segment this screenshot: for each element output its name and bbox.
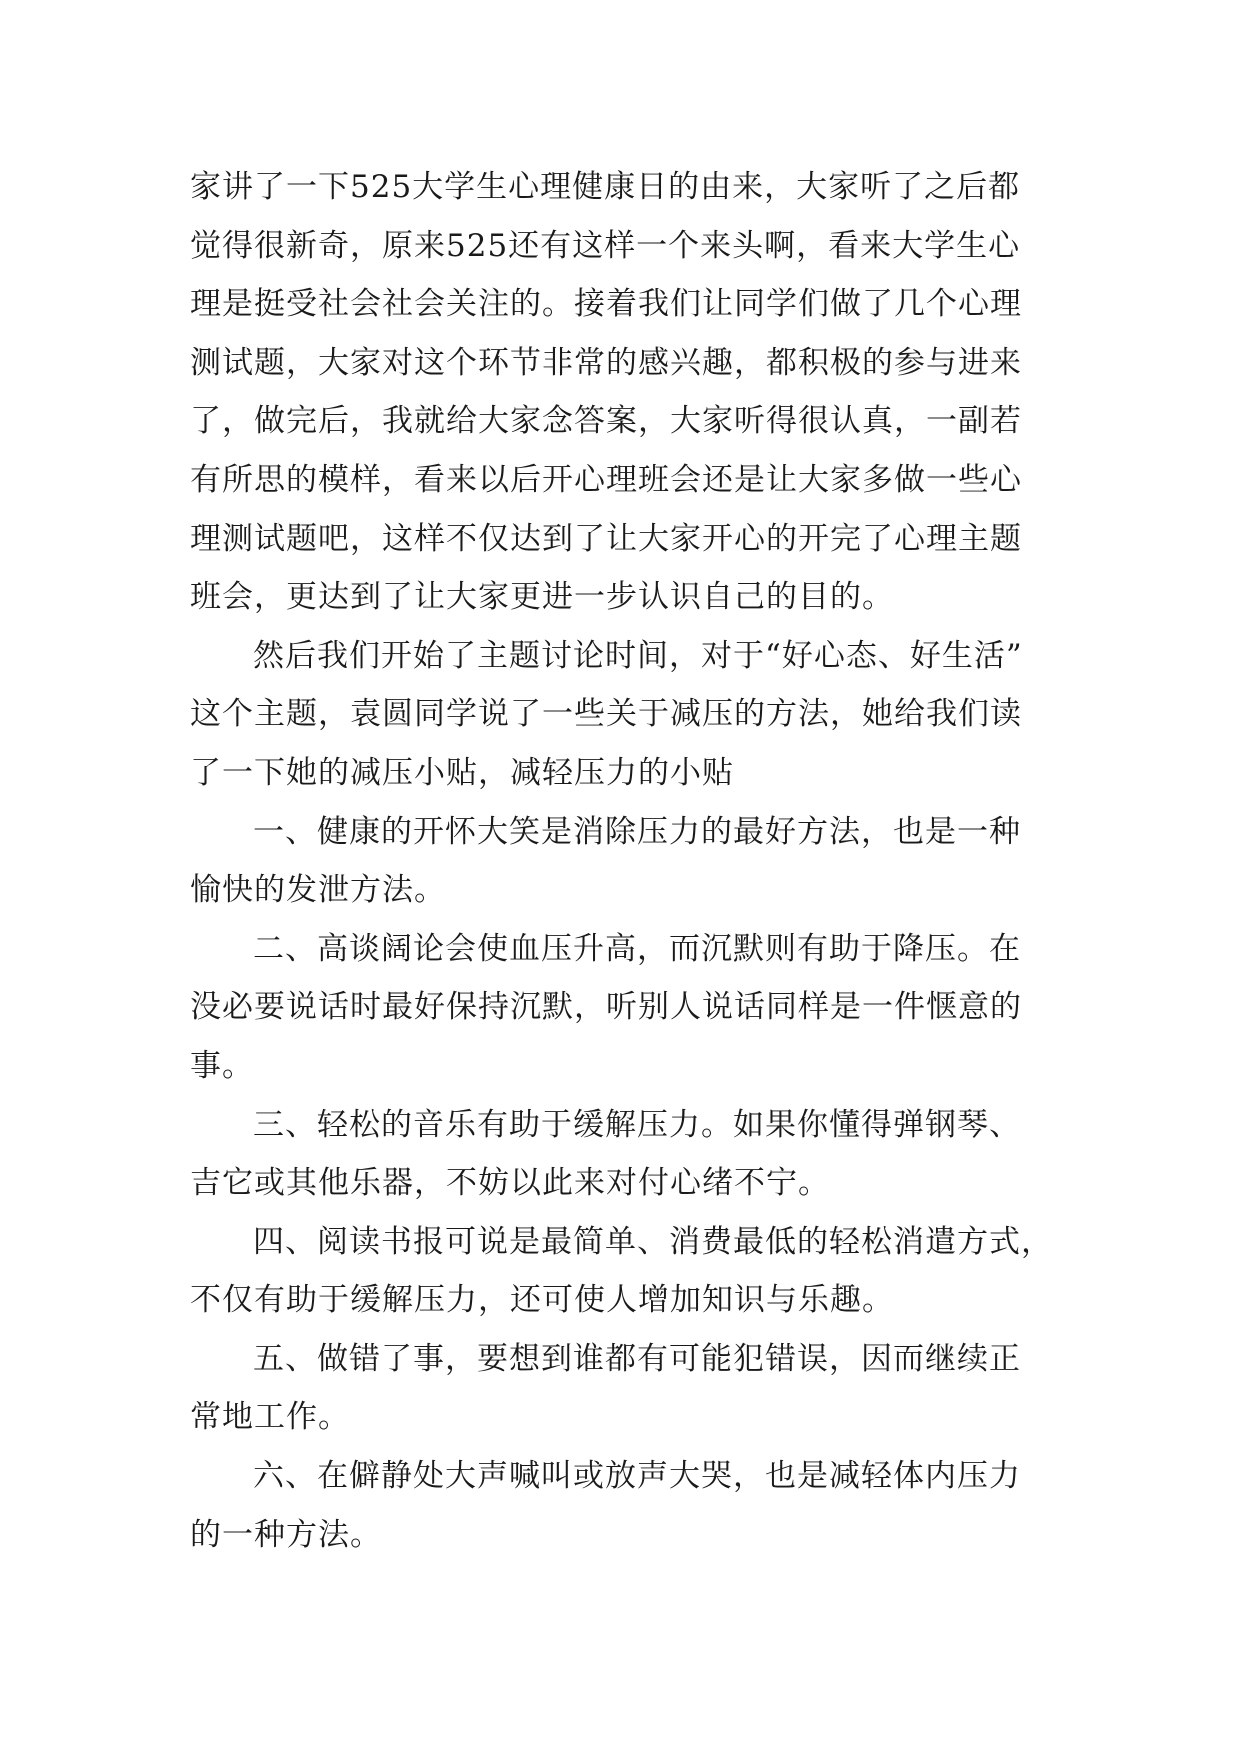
text-line: 理测试题吧，这样不仅达到了让大家开心的开完了心理主题 [190,520,1022,557]
tip-5-line: 五、做错了事，要想到谁都有可能犯错误，因而继续正 [253,1340,1021,1377]
text-line: 了一下她的减压小贴，减轻压力的小贴 [190,754,734,791]
text-line: 这个主题，袁圆同学说了一些关于减压的方法，她给我们读 [190,696,1022,733]
tip-2-line: 二、高谈阔论会使血压升高，而沉默则有助于降压。在 [253,930,1021,967]
text-line: 了，做完后，我就给大家念答案，大家听得很认真，一副若 [190,403,1022,440]
paragraph-start-line: 然后我们开始了主题讨论时间，对于“好心态、好生活” [253,637,1023,674]
text-line: 常地工作。 [190,1399,350,1436]
tip-4-line: 四、阅读书报可说是最简单、消费最低的轻松消遣方式， [253,1223,1053,1260]
tip-6-line: 六、在僻静处大声喊叫或放声大哭，也是减轻体内压力 [253,1458,1021,1495]
text-line: 觉得很新奇，原来525还有这样一个来头啊，看来大学生心 [190,227,1021,264]
text-line: 理是挺受社会社会关注的。接着我们让同学们做了几个心理 [190,286,1022,323]
tip-3-line: 三、轻松的音乐有助于缓解压力。如果你懂得弹钢琴、 [253,1106,1021,1143]
text-line: 有所思的模样，看来以后开心理班会还是让大家多做一些心 [190,461,1022,498]
text-line: 测试题，大家对这个环节非常的感兴趣，都积极的参与进来 [190,344,1022,381]
text-line: 不仅有助于缓解压力，还可使人增加知识与乐趣。 [190,1282,894,1319]
tip-1-line: 一、健康的开怀大笑是消除压力的最好方法，也是一种 [253,813,1021,850]
text-line: 家讲了一下525大学生心理健康日的由来，大家听了之后都 [190,169,1021,205]
text-line: 没必要说话时最好保持沉默，听别人说话同样是一件惬意的 [190,989,1022,1026]
text-line: 班会，更达到了让大家更进一步认识自己的目的。 [190,579,894,616]
text-line: 愉快的发泄方法。 [190,872,446,909]
body-text [190,158,1070,1564]
text-line: 事。 [190,1047,254,1084]
text-line: 吉它或其他乐器，不妨以此来对付心绪不宁。 [190,1165,830,1202]
text-line: 的一种方法。 [190,1516,382,1553]
